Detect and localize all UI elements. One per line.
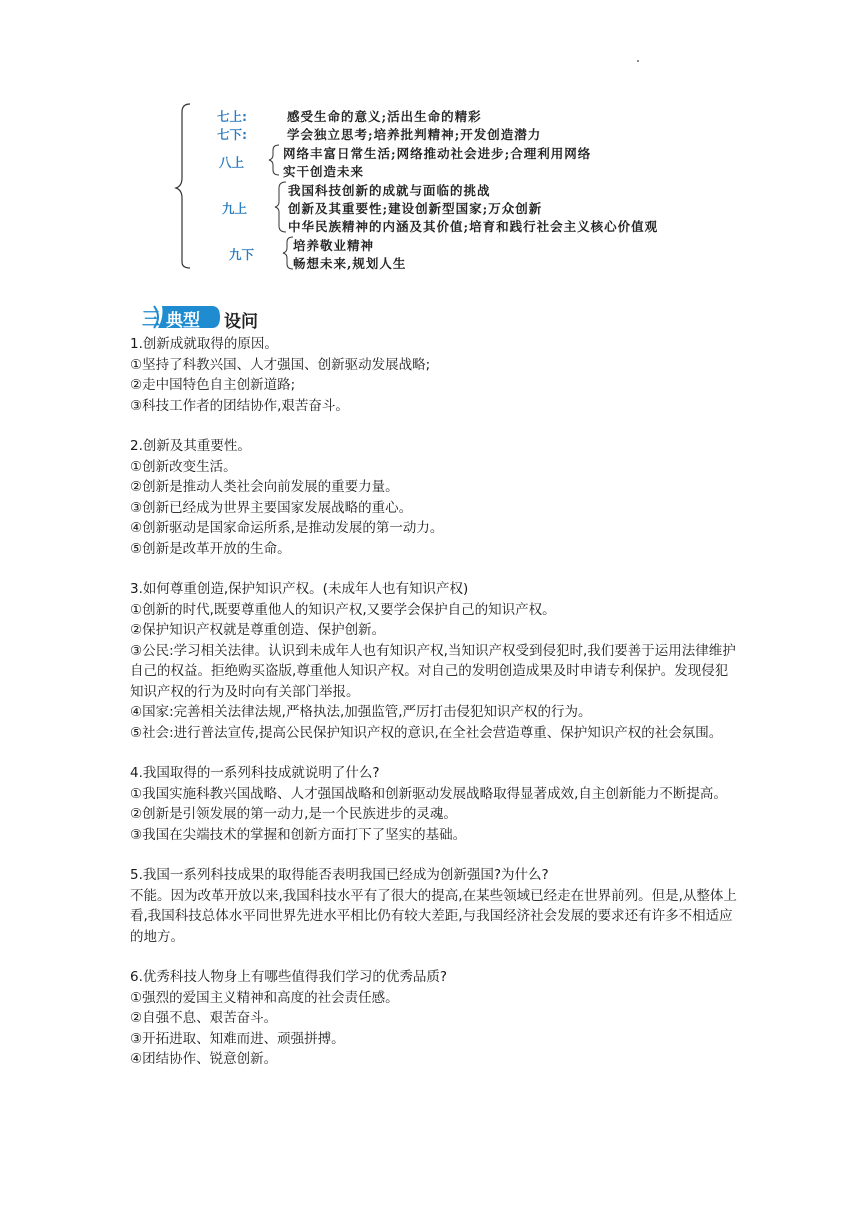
answer-line: ③公民:学习相关法律。认识到未成年人也有知识产权,当知识产权受到侵犯时,我们要善于运用法律维护自己的权益。拒绝购买盗版,尊重他人知识产权。对自己的发明创造成果及时申请专利保护。发现侵犯知识产权的行为及时向有关部门举报。 xyxy=(130,642,736,700)
section-title: 设问 xyxy=(224,312,258,332)
outline-line: 学会独立思考;培养批判精神;开发创造潜力 xyxy=(287,127,542,142)
outline-line: 培养敬业精神 xyxy=(293,238,375,253)
answer-line: ④国家:完善相关法律法规,严格执法,加强监管,严厉打击侵犯知识产权的行为。 xyxy=(130,704,592,720)
answer-line: ①创新改变生活。 xyxy=(130,458,237,475)
answer-line: ③创新已经成为世界主要国家发展战略的重心。 xyxy=(130,499,413,516)
answer-line: ①强烈的爱国主义精神和高度的社会责任感。 xyxy=(130,989,399,1006)
answer-line: ③科技工作者的团结协作,艰苦奋斗。 xyxy=(130,397,349,414)
answer-line: ②保护知识产权就是尊重创造、保护创新。 xyxy=(130,622,386,638)
grade-label: 九下 xyxy=(229,247,255,262)
question-block xyxy=(130,865,740,947)
question-title: 4.我国取得的一系列科技成就说明了什么? xyxy=(130,765,380,781)
outline-line: 感受生命的意义;活出生命的精彩 xyxy=(287,109,482,124)
outline-line: 畅想未来,规划人生 xyxy=(293,256,407,271)
question-title: 5.我国一系列科技成果的取得能否表明我国已经成为创新强国?为什么? xyxy=(130,867,549,883)
grade-label: 七下: xyxy=(217,127,247,142)
section-number: 三 xyxy=(142,309,160,330)
outline-line: 创新及其重要性;建设创新型国家;万众创新 xyxy=(288,201,543,216)
question-block xyxy=(130,579,740,743)
question-block xyxy=(130,967,740,1070)
section-heading xyxy=(140,303,280,331)
answer-line: ④创新驱动是国家命运所系,是推动发展的第一动力。 xyxy=(130,520,444,536)
question-title: 6.优秀科技人物身上有哪些值得我们学习的优秀品质? xyxy=(130,969,448,985)
answer-line: ②创新是推动人类社会向前发展的重要力量。 xyxy=(130,479,399,495)
question-title: 2.创新及其重要性。 xyxy=(130,438,251,454)
answer-line: ①我国实施科教兴国战略、人才强国战略和创新驱动发展战略取得显著成效,自主创新能力不断提高。 xyxy=(130,785,727,802)
answer-line: ①创新的时代,既要尊重他人的知识产权,又要学会保护自己的知识产权。 xyxy=(130,601,556,618)
question-block xyxy=(130,436,740,559)
grade-label: 九上 xyxy=(222,201,248,216)
answer-line: ⑤社会:进行普法宣传,提高公民保护知识产权的意识,在全社会营造尊重、保护知识产权的社会氛围。 xyxy=(130,724,723,741)
section-tag: 典型 xyxy=(166,311,200,331)
answer-line: ⑤创新是改革开放的生命。 xyxy=(130,540,291,557)
question-block xyxy=(130,763,740,845)
outline-line: 中华民族精神的内涵及其价值;培育和践行社会主义核心价值观 xyxy=(288,219,659,234)
outline-line: 实干创造未来 xyxy=(283,164,365,179)
answer-line: ①坚持了科教兴国、人才强国、创新驱动发展战略; xyxy=(130,356,431,373)
answer-line: 不能。因为改革开放以来,我国科技水平有了很大的提高,在某些领域已经走在世界前列。但是,从整体上看,我国科技总体水平同世界先进水平相比仍有较大差距,与我国经济社会发展的要求还有许多不相适应的地方。 xyxy=(130,887,737,945)
outline-line: 我国科技创新的成就与面临的挑战 xyxy=(288,183,491,198)
answer-line: ②创新是引领发展的第一动力,是一个民族进步的灵魂。 xyxy=(130,806,457,822)
question-title: 3.如何尊重创造,保护知识产权。(未成年人也有知识产权) xyxy=(130,581,469,597)
question-title: 1.创新成就取得的原因。 xyxy=(130,336,278,352)
answer-line: ③开拓进取、知难而进、顽强拼搏。 xyxy=(130,1030,345,1047)
grade-label: 七上: xyxy=(217,109,247,124)
answer-line: ④团结协作、锐意创新。 xyxy=(130,1051,278,1067)
answer-line: ②自强不息、艰苦奋斗。 xyxy=(130,1010,278,1026)
answer-line: ③我国在尖端技术的掌握和创新方面打下了坚实的基础。 xyxy=(130,826,467,843)
answer-line: ②走中国特色自主创新道路; xyxy=(130,377,296,393)
outline-line: 网络丰富日常生活;网络推动社会进步;合理利用网络 xyxy=(283,146,592,161)
question-block xyxy=(130,334,740,416)
outline-tree xyxy=(0,0,860,290)
question-list xyxy=(130,334,740,1090)
heading-banner xyxy=(140,303,280,331)
grade-label: 八上 xyxy=(219,155,245,170)
